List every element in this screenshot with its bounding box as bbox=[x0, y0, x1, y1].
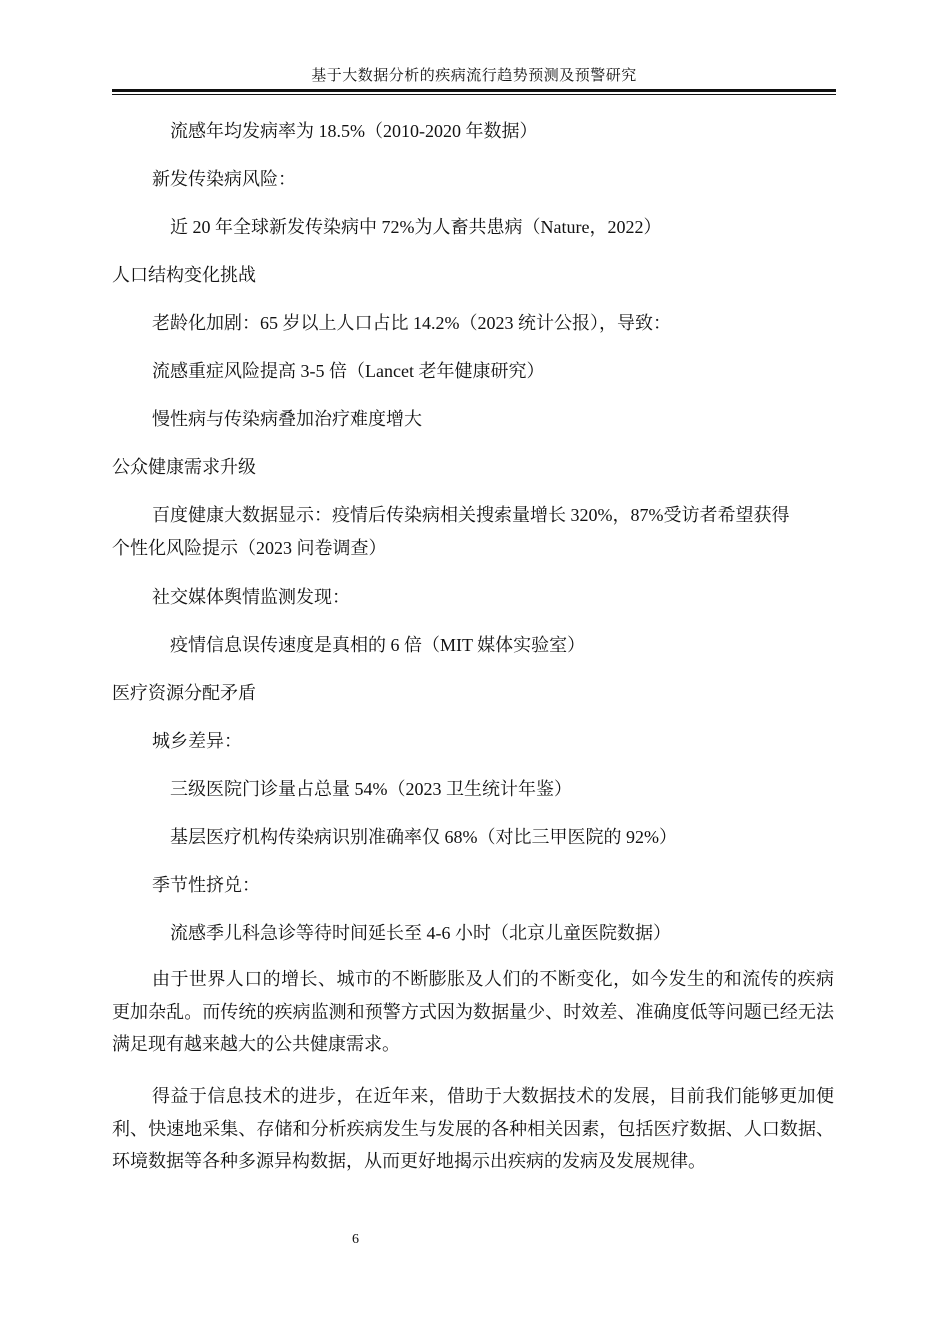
bullet-tertiary-hospital: 三级医院门诊量占总量 54%（2023 卫生统计年鉴） bbox=[170, 779, 572, 799]
page-number: 6 bbox=[352, 1232, 359, 1247]
paragraph-big-data: 得益于信息技术的进步，在近年来，借助于大数据技术的发展，目前我们能够更加便利、快速地采集、存储和分析疾病发生与发展的各种相关因素，包括医疗数据、人口数据、环境数据等各种多源异构数据，从而更好地揭示出疾病的发病及发展规律。 bbox=[112, 1086, 834, 1171]
subheading-emerging-risk: 新发传染病风险： bbox=[152, 169, 296, 189]
text-baidu-data: 百度健康大数据显示：疫情后传染病相关搜索量增长 320%，87%受访者希望获得 bbox=[152, 505, 790, 525]
header-rule-thin bbox=[112, 94, 836, 95]
running-header: 基于大数据分析的疾病流行趋势预测及预警研究 bbox=[311, 68, 637, 84]
paragraph-traditional-monitoring: 由于世界人口的增长、城市的不断膨胀及人们的不断变化，如今发生的和流传的疾病更加杂乱。而传统的疾病监测和预警方式因为数据量少、时效差、准确度低等问题已经无法满足现有越来越大的公共健康需求。 bbox=[112, 969, 834, 1054]
heading-population-change: 人口结构变化挑战 bbox=[112, 265, 256, 285]
bullet-flu-severity: 流感重症风险提高 3-5 倍（Lancet 老年健康研究） bbox=[152, 361, 545, 381]
bullet-misinformation: 疫情信息误传速度是真相的 6 倍（MIT 媒体实验室） bbox=[170, 635, 586, 655]
bullet-chronic-disease: 慢性病与传染病叠加治疗难度增大 bbox=[152, 409, 422, 429]
subheading-urban-rural: 城乡差异： bbox=[152, 731, 242, 751]
subheading-social-media: 社交媒体舆情监测发现： bbox=[152, 587, 350, 607]
bullet-primary-care: 基层医疗机构传染病识别准确率仅 68%（对比三甲医院的 92%） bbox=[170, 827, 677, 847]
text-baidu-data-cont: 个性化风险提示（2023 问卷调查） bbox=[112, 538, 387, 558]
subheading-seasonal: 季节性挤兑： bbox=[152, 875, 260, 895]
bullet-pediatric-wait: 流感季儿科急诊等待时间延长至 4-6 小时（北京儿童医院数据） bbox=[170, 923, 671, 943]
heading-resource-allocation: 医疗资源分配矛盾 bbox=[112, 683, 256, 703]
subheading-aging: 老龄化加剧：65 岁以上人口占比 14.2%（2023 统计公报），导致： bbox=[152, 313, 671, 333]
heading-public-demand: 公众健康需求升级 bbox=[112, 457, 256, 477]
bullet-zoonotic: 近 20 年全球新发传染病中 72%为人畜共患病（Nature，2022） bbox=[170, 217, 662, 237]
bullet-flu-incidence: 流感年均发病率为 18.5%（2010-2020 年数据） bbox=[170, 121, 538, 141]
header-rule-thick bbox=[112, 89, 836, 92]
